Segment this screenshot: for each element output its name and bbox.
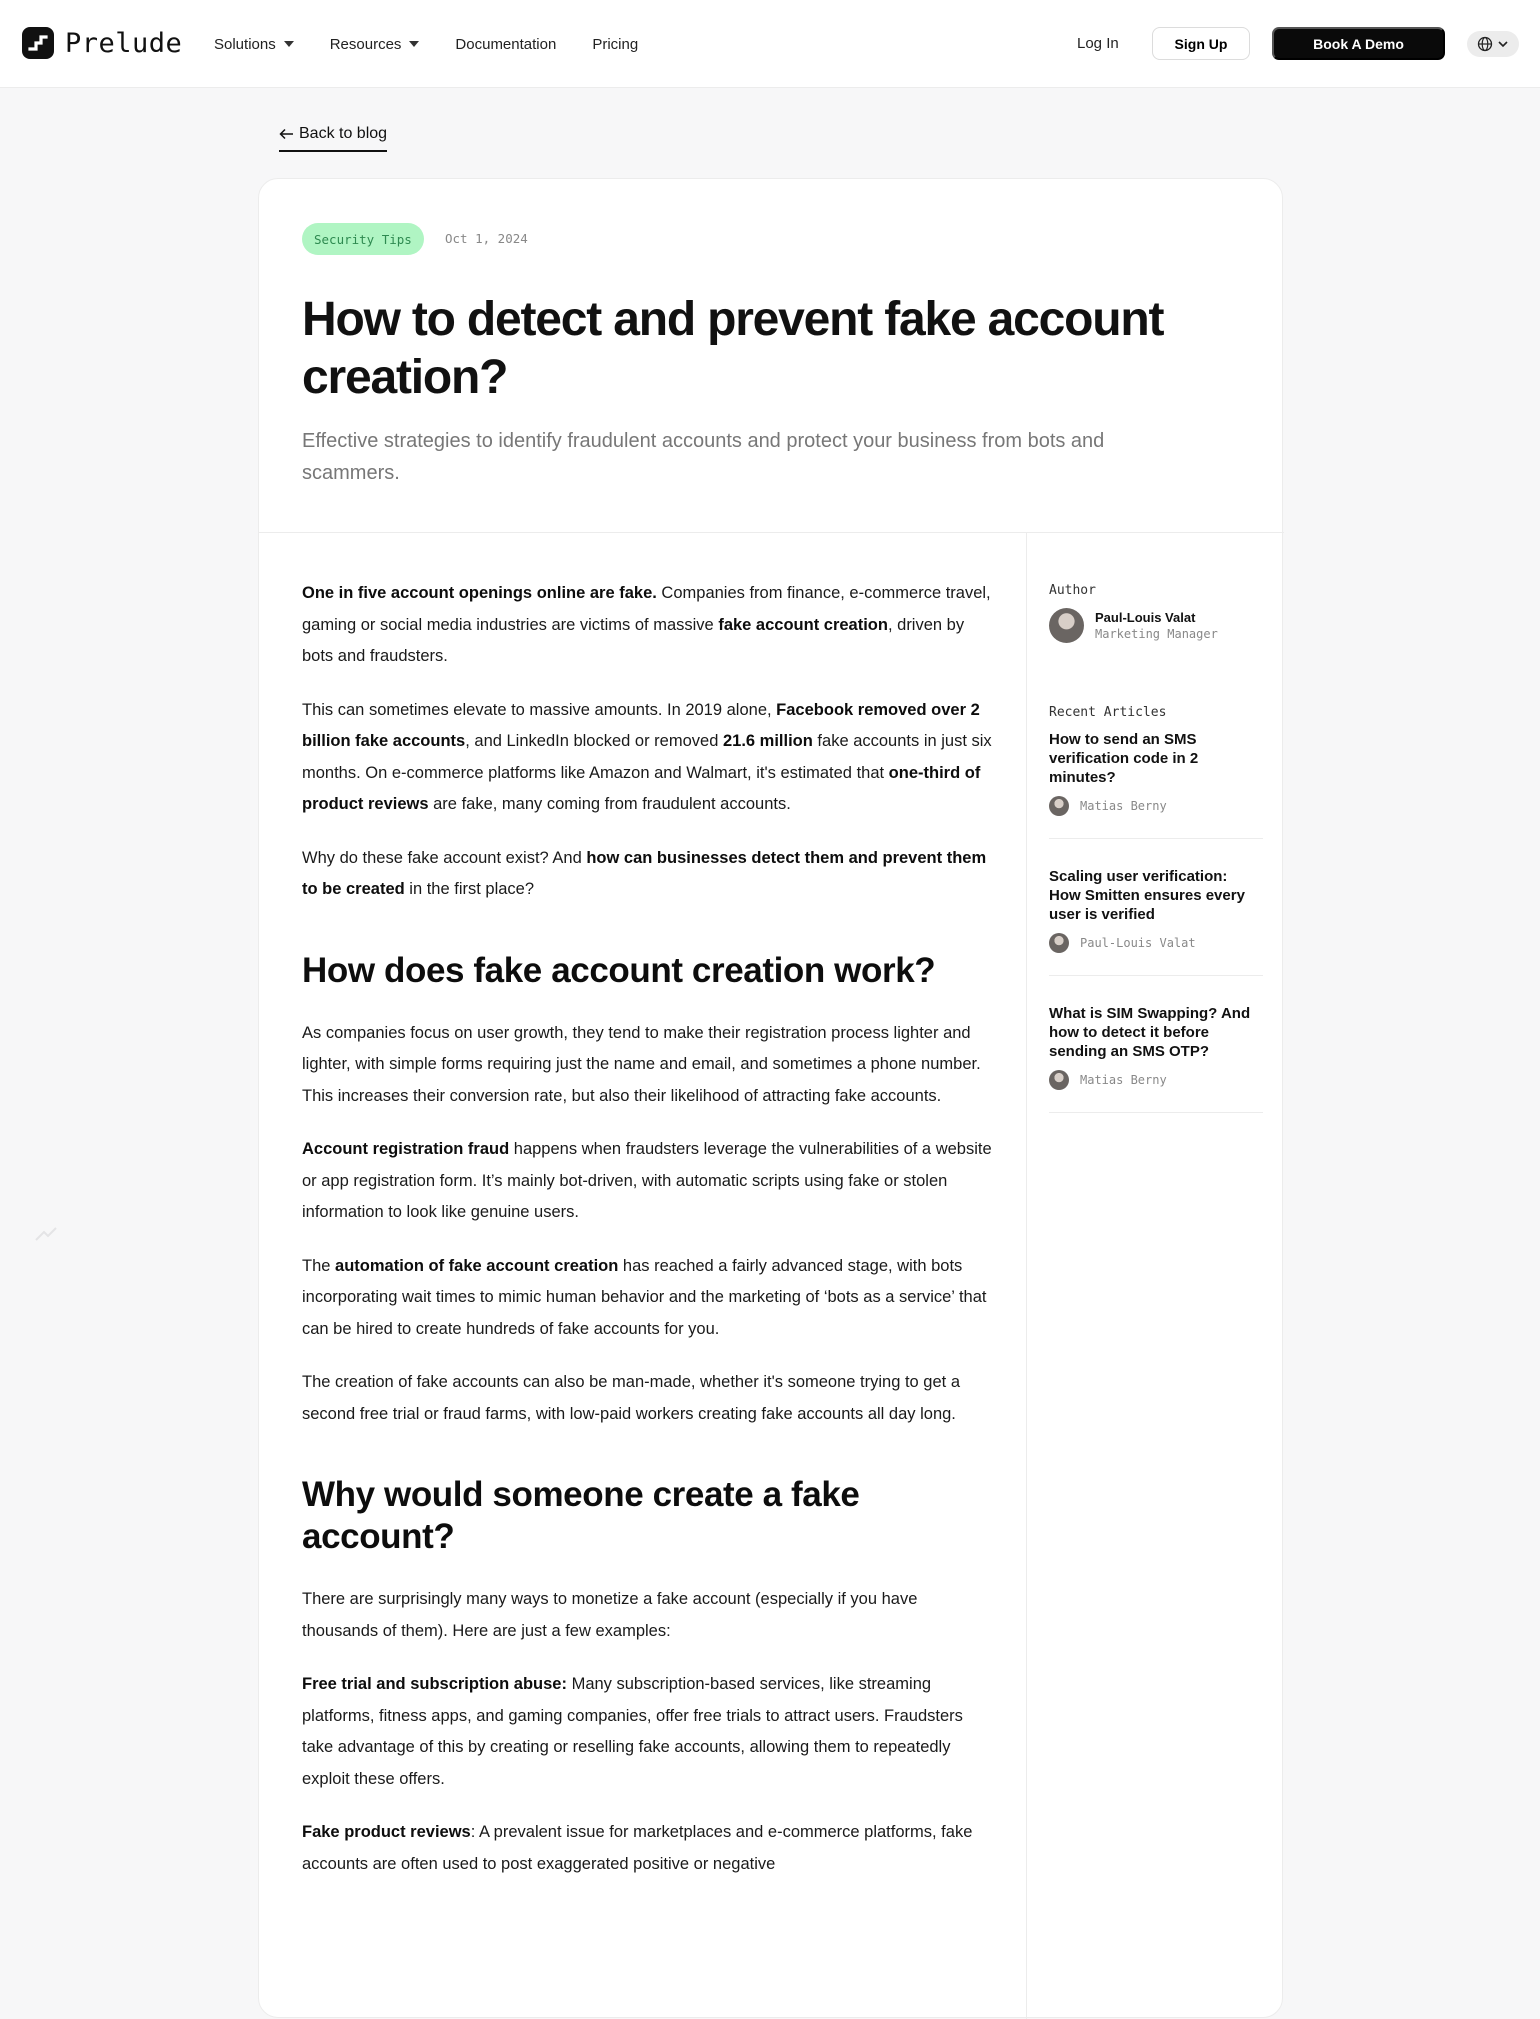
recent-article-author <box>1049 796 1263 816</box>
language-selector[interactable] <box>1467 31 1519 57</box>
login-link[interactable]: Log In <box>1077 35 1119 52</box>
nav-pricing[interactable] <box>592 36 638 53</box>
paragraph <box>302 843 992 906</box>
paragraph <box>302 1018 992 1113</box>
text-run: , and LinkedIn blocked or removed <box>465 732 723 750</box>
text-run: : A prevalent issue for marketplaces and e-commerce platforms, fake accounts are often used to post exaggerated positive or negative <box>302 1823 973 1873</box>
chevron-down-icon <box>1497 38 1509 50</box>
category-tag[interactable]: Security Tips <box>302 223 424 255</box>
bold-text: Facebook removed over 2 billion fake accounts <box>302 700 980 750</box>
paragraph <box>302 578 992 673</box>
avatar <box>1049 608 1084 643</box>
author-label: Author <box>1049 583 1096 598</box>
paragraph <box>302 1584 992 1647</box>
recent-article-author <box>1049 1070 1263 1090</box>
text-run: This can sometimes elevate to massive amounts. In 2019 alone, <box>302 700 777 719</box>
author-name: Paul-Louis Valat <box>1095 610 1196 625</box>
bold-text: Account registration fraud <box>302 1140 510 1158</box>
bold-text: Free trial and subscription abuse: <box>302 1675 567 1693</box>
chevron-down-icon <box>409 41 419 47</box>
text-run: in the first place? <box>404 880 535 898</box>
article-body <box>302 578 992 1902</box>
bold-text: Fake product reviews <box>302 1823 471 1841</box>
top-nav <box>0 0 1540 88</box>
recent-article-author-name: Matias Berny <box>1080 1073 1167 1087</box>
author-card[interactable] <box>1049 608 1263 643</box>
page-title: How to detect and prevent fake account creation? <box>302 293 1164 404</box>
logo-mark-icon <box>22 27 54 59</box>
signup-button[interactable]: Sign Up <box>1152 27 1250 60</box>
avatar <box>1049 933 1069 953</box>
text-run: has reached a fairly advanced stage, with bots incorporating wait times to mimic human behavior and the marketing of ‘bots as a service’ that can be hired to create hundreds of fake accounts for you. <box>302 1256 987 1338</box>
bold-text: one-third of product reviews <box>302 763 981 813</box>
book-demo-button[interactable]: Book A Demo <box>1272 27 1445 60</box>
recent-article[interactable] <box>1049 720 1263 839</box>
recent-article[interactable] <box>1049 994 1263 1113</box>
section-heading: Why would someone create a fake account? <box>302 1475 860 1556</box>
text-run: fake accounts in just six months. On e-commerce platforms like Amazon and Walmart, it's estimated that <box>302 732 992 782</box>
arrow-left-icon <box>279 128 294 140</box>
section-heading: How does fake account creation work? <box>302 950 936 990</box>
article-sidebar <box>1049 583 1263 1131</box>
globe-icon <box>1477 36 1493 52</box>
article-subtitle: Effective strategies to identify fraudulent accounts and protect your business from bots and scammers. <box>302 430 1105 484</box>
bold-text: fake account creation <box>718 615 888 634</box>
chevron-down-icon <box>284 41 294 47</box>
text-run: are fake, many coming from fraudulent accounts. <box>428 795 791 813</box>
nav-documentation-label: Documentation <box>455 35 557 53</box>
article-card <box>258 178 1283 2018</box>
text-run: The creation of fake accounts can also be man-made, whether it's someone trying to get a second free trial or fraud farms, with low-paid workers creating fake accounts all day long. <box>302 1373 961 1423</box>
paragraph <box>302 1251 992 1346</box>
paragraph <box>302 695 992 821</box>
text-run: , driven by bots and fraudsters. <box>302 615 965 665</box>
text-run: Why do these fake account exist? And <box>302 848 587 867</box>
back-to-blog-link[interactable] <box>279 125 387 152</box>
prelude-logo[interactable] <box>22 27 182 59</box>
paragraph <box>302 1669 992 1795</box>
bold-text: how can businesses detect them and prevent them to be created <box>302 848 987 898</box>
recent-article-title[interactable]: Scaling user verification: How Smitten ensures every user is verified <box>1049 868 1245 923</box>
decorative-squiggle-icon <box>34 1226 60 1242</box>
bold-text: One in five account openings online are fake. <box>302 584 657 602</box>
recent-article-author <box>1049 933 1263 953</box>
nav-pricing-label: Pricing <box>592 35 639 53</box>
paragraph <box>302 1367 992 1430</box>
text-run: Many subscription-based services, like streaming platforms, fitness apps, and gaming companies, offer free trials to attract users. Fraudsters take advantage of this by creating or reselling fake accounts, allowing them to repeatedly exploit these offers. <box>302 1675 963 1788</box>
avatar <box>1049 796 1069 816</box>
recent-article-author-name: Matias Berny <box>1080 799 1167 813</box>
nav-solutions[interactable] <box>214 36 294 53</box>
text-run: There are surprisingly many ways to monetize a fake account (especially if you have thousands of them). Here are just a few examples: <box>302 1590 918 1640</box>
author-role: Marketing Manager <box>1095 627 1218 641</box>
bold-text: automation of fake account creation <box>335 1256 619 1275</box>
text-run: As companies focus on user growth, they tend to make their registration process lighter and lighter, with simple forms requiring just the name and email, and sometimes a phone number. This increases their conversion rate, but also their likelihood of attracting fake accounts. <box>302 1023 981 1105</box>
column-divider <box>1026 533 1027 2019</box>
nav-links <box>214 0 638 88</box>
bold-text: 21.6 million <box>722 732 813 750</box>
recent-article[interactable] <box>1049 857 1263 976</box>
text-run: happens when fraudsters leverage the vulnerabilities of a website or app registration form. It’s mainly bot-driven, with automatic scripts using fake or stolen information to look like genuine users. <box>302 1140 992 1221</box>
text-run: The <box>302 1256 336 1275</box>
recent-article-title[interactable]: How to send an SMS verification code in 2 minutes? <box>1049 731 1199 786</box>
paragraph <box>302 1817 992 1880</box>
recent-article-title[interactable]: What is SIM Swapping? And how to detect it before sending an SMS OTP? <box>1049 1005 1251 1060</box>
avatar <box>1049 1070 1069 1090</box>
publish-date: Oct 1, 2024 <box>445 231 528 246</box>
back-to-blog-label: Back to blog <box>299 125 388 142</box>
nav-documentation[interactable] <box>455 36 556 53</box>
recent-articles-label: Recent Articles <box>1049 705 1167 720</box>
paragraph <box>302 1134 992 1229</box>
nav-solutions-label: Solutions <box>214 35 276 53</box>
nav-resources-label: Resources <box>329 35 402 53</box>
nav-resources[interactable] <box>330 36 420 53</box>
article-header <box>259 179 1284 533</box>
text-run: Companies from finance, e-commerce travel, gaming or social media industries are victims of massive <box>302 584 991 634</box>
recent-article-author-name: Paul-Louis Valat <box>1080 936 1196 950</box>
logo-text: Prelude <box>65 27 183 59</box>
